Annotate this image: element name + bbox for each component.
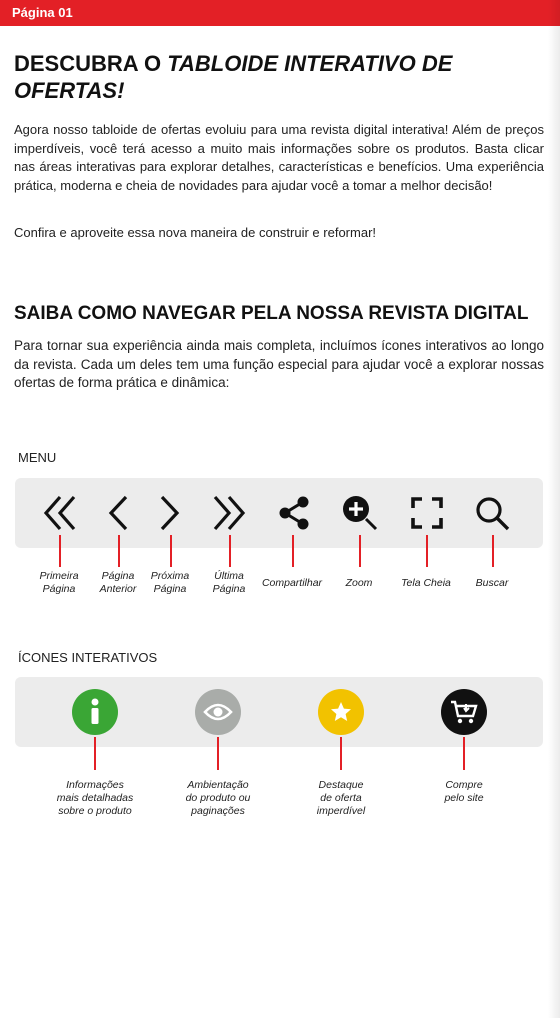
connector-line	[59, 535, 61, 567]
menu-label-zoom: Zoom	[345, 577, 373, 589]
label-line: paginações	[191, 805, 245, 817]
label-line: sobre o produto	[58, 805, 132, 817]
connector-line	[217, 737, 219, 770]
connector-line	[426, 535, 428, 567]
connector-line	[292, 535, 294, 567]
star-icon[interactable]	[318, 689, 364, 735]
guide-title: SAIBA COMO NAVEGAR PELA NOSSA REVISTA DIGITAL	[14, 303, 529, 324]
double-chevron-left-icon[interactable]	[38, 490, 82, 536]
guide-paragraph: Para tornar sua experiência ainda mais completa, incluímos ícones interativos ao longo da revista. Cada um deles tem uma função especial para ajudar você a explorar nossas ofertas de forma prática e dinâmica:	[14, 338, 544, 390]
zoom-in-icon[interactable]	[338, 490, 382, 536]
connector-line	[340, 737, 342, 770]
share-icon[interactable]	[275, 492, 313, 534]
label-line: imperdível	[316, 805, 366, 817]
interactive-section-title: ÍCONES INTERATIVOS	[18, 650, 158, 665]
menu-label-fullscreen: Tela Cheia	[401, 577, 451, 589]
page-number-label: Página 01	[12, 5, 73, 20]
label-line: de oferta	[320, 792, 362, 804]
label-line: Primeira	[39, 570, 79, 582]
menu-label-share: Compartilhar	[261, 577, 323, 589]
label-line: Anterior	[99, 583, 137, 595]
title-prefix: DESCUBRA O	[14, 51, 168, 76]
fullscreen-icon[interactable]	[405, 492, 449, 534]
label-line: Página	[42, 583, 76, 595]
connector-line	[229, 535, 231, 567]
label-line: Página	[101, 570, 135, 582]
interactive-label-info	[45, 779, 145, 818]
chevron-left-icon[interactable]	[100, 490, 136, 536]
label-line: pelo site	[444, 792, 484, 804]
label-line: Ambientação	[187, 779, 249, 791]
double-chevron-right-icon[interactable]	[207, 490, 251, 536]
connector-line	[359, 535, 361, 567]
label-line: Informações	[66, 779, 124, 791]
menu-section-title: MENU	[18, 450, 57, 465]
label-line: mais detalhadas	[56, 792, 134, 804]
intro-cta-paragraph: Confira e aproveite essa nova maneira de construir e reformar!	[14, 225, 377, 240]
connector-line	[118, 535, 120, 567]
intro-paragraph: Agora nosso tabloide de ofertas evoluiu para uma revista digital interativa! Além de preços imperdíveis, você terá acesso a muito mais informações sobre os produtos. Basta clicar nas áreas interativas para explorar detalhes, características e benefícios. Uma experiência prática, moderna e cheia de novidades para ajudar você a tomar a melhor decisão!	[14, 122, 544, 193]
page-edge-shadow	[548, 0, 560, 1018]
info-icon[interactable]	[72, 689, 118, 735]
label-line: do produto ou	[185, 792, 251, 804]
interactive-label-ambience	[168, 779, 268, 818]
label-line: Compre	[445, 779, 483, 791]
interactive-label-highlight	[291, 779, 391, 818]
connector-line	[463, 737, 465, 770]
title-emphasis: TABLOIDE INTERATIVO DE OFERTAS!	[14, 51, 453, 103]
page-header-bar	[0, 0, 560, 26]
label-line: Destaque	[318, 779, 364, 791]
menu-label-search: Buscar	[475, 577, 509, 589]
cart-icon[interactable]	[441, 689, 487, 735]
eye-icon[interactable]	[195, 689, 241, 735]
connector-line	[492, 535, 494, 567]
interactive-label-buy	[414, 779, 514, 805]
label-line: Próxima	[150, 570, 190, 582]
page-title	[14, 50, 534, 104]
label-line: Página	[212, 583, 246, 595]
search-icon[interactable]	[470, 490, 514, 536]
label-line: Página	[153, 583, 187, 595]
chevron-right-icon[interactable]	[152, 490, 188, 536]
connector-line	[94, 737, 96, 770]
connector-line	[170, 535, 172, 567]
label-line: Última	[214, 570, 244, 582]
